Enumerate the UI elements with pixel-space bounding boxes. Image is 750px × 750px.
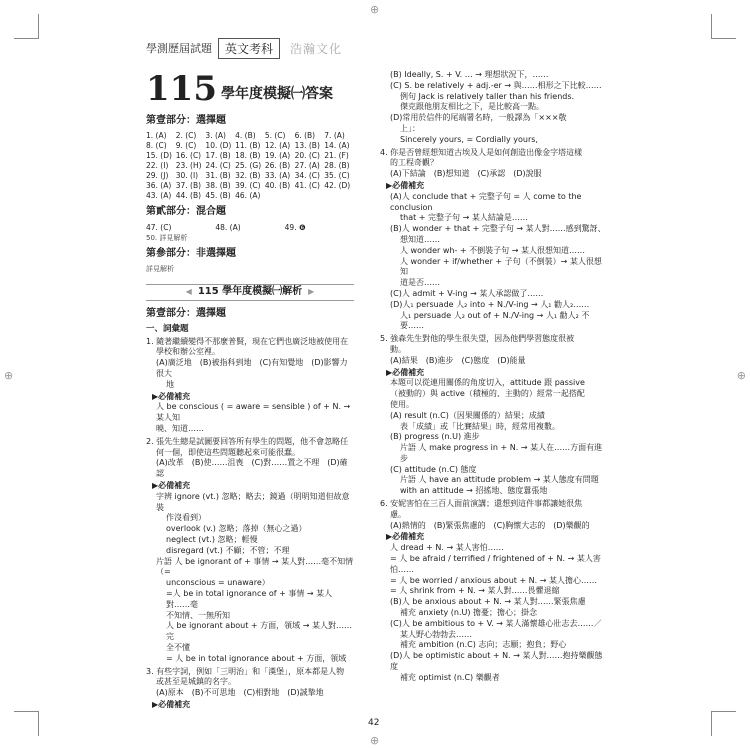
analysis-line: 某人野心勃勃去…… (400, 629, 472, 639)
analysis-line: (C)人 be ambitious to + V. → 某人滿懷雄心壯志去……／ (390, 618, 602, 628)
analysis-line: (D)人 be optimistic about + N. → 某人對……抱持樂觀態度 (390, 651, 603, 672)
answer-cell: 41. (C) (294, 181, 320, 190)
analysis-line: ▶必備補充 (152, 391, 191, 401)
answer-cell: 3. (A) (205, 131, 226, 140)
analysis-line: 想知道…… (400, 234, 440, 244)
analysis-line: 片語 人 make progress in + N. → 某人在……方面有進步 (400, 443, 603, 463)
analysis-line: overlook (v.) 忽略；落掉（無心之過） (166, 524, 307, 534)
answer-cell: 27. (A) (294, 161, 320, 170)
answer-cell: 46. (A) (235, 191, 261, 200)
answer-cell: 23. (H) (175, 161, 202, 170)
analysis-line: 3. 有些字詞，例如「三明治」和「漢堡」，原本都是人物 (146, 666, 345, 676)
answer-49: 49. ❻ (284, 223, 306, 232)
analysis-line: 本題可以從連用關係的角度切入，attitude 跟 passive (390, 378, 585, 388)
analysis-line: (A)下結論 (B)想知道 (C)承認 (D)說服 (390, 169, 542, 179)
left-analysis-text (146, 337, 354, 711)
analysis-line: ▶必備補充 (152, 480, 191, 490)
answer-cell: 2. (C) (175, 131, 197, 140)
analysis-line: (D)常用於信件的尾端署名時，一般譯為「×××敬 (390, 113, 567, 123)
analysis-line: = 人 be afraid / terrified / frightened of + N. → 某人害怕…… (390, 554, 601, 574)
analysis-line: 片語 人 have an attitude problem → 某人態度有問題 (400, 475, 599, 485)
analysis-line: 補充 anxiety (n.U) 擔憂；擔心；掛念 (400, 608, 538, 618)
analysis-line: 不知情、一無所知 (166, 610, 230, 620)
answer-cell: 15. (D) (146, 151, 172, 160)
crop-mark-bottom-right (711, 711, 736, 736)
answer-cell: 36. (A) (146, 181, 172, 190)
registration-mark-bottom: ⊕ (370, 734, 380, 747)
answer-cell: 42. (D) (324, 181, 351, 190)
answer-cell: 29. (J) (146, 171, 169, 180)
analysis-line: (A)結果 (B)進步 (C)態度 (D)能量 (390, 355, 526, 365)
analysis-line: 使用。 (390, 399, 414, 409)
analysis-line: 5. 強森先生對他的學生很失望，因為他們學習態度很被 (380, 334, 575, 344)
analysis-line: （被動的）與 active（積極的、主動的）經常一起搭配 (390, 389, 585, 399)
answer-50: 50. 詳見解析 (146, 234, 188, 242)
vocab-subheading: 一、詞彙題 (146, 323, 189, 334)
answer-cell: 21. (F) (324, 151, 349, 160)
answer-cell: 44. (B) (175, 191, 202, 200)
analysis-line: 例句 Jack is relatively taller than his friends. (400, 91, 575, 101)
answer-cell: 40. (B) (264, 181, 291, 190)
analysis-line: (D)人₁ persuade 人₂ into + N./V-ing → 人₁ 勸人₂…… (390, 299, 590, 309)
analysis-line: 補充 optimist (n.C) 樂觀者 (400, 672, 500, 682)
section3-note: 詳見解析 (146, 265, 174, 273)
series-title: 學測歷屆試題 (146, 42, 212, 55)
title-text: 學年度模擬㈠答案 (220, 86, 333, 102)
analysis-line: 道是否…… (400, 278, 440, 288)
analysis-line: that + 完整子句 → 某人結論是…… (400, 213, 528, 223)
answer-cell: 26. (B) (264, 161, 291, 170)
answer-cell: 10. (D) (205, 141, 232, 150)
answer-cell: 16. (C) (175, 151, 202, 160)
analysis-line: ▶必備補充 (386, 367, 425, 377)
answer-cell: 28. (B) (324, 161, 350, 170)
analysis-line: 6. 安妮害怕在三百人面前演講；還想到這件事都讓她很焦 (380, 499, 583, 509)
crop-mark-bottom-left (14, 711, 39, 736)
answer-cell (295, 191, 325, 201)
answer-cell (265, 191, 295, 201)
analysis-line: 片語 人 be ignorant of + 事情 → 某人對……毫不知情（= (156, 556, 354, 577)
analysis-line: 補充 ambition (n.C) 志向；志願；抱負；野心 (400, 640, 567, 650)
answer-cell: 14. (A) (324, 141, 350, 150)
analysis-line: 1. 隨著繼續變得不那麼普賢，現在它們也廣泛地被使用在 (146, 336, 349, 346)
analysis-line: 學校和辦公室裡。 (156, 347, 220, 357)
analysis-line: (C) S. be relatively + adj.-er → 與……相形之下比較…… (390, 80, 602, 90)
right-column (380, 70, 608, 684)
analysis-line: 上」： (400, 123, 420, 133)
answer-cell: 39. (C) (235, 181, 261, 190)
analysis-line: ▶必備補充 (386, 532, 425, 542)
answer-cell: 25. (G) (235, 161, 262, 170)
left-column (146, 70, 354, 711)
crop-mark-top-left (14, 14, 39, 39)
analysis-line: (A)改革 (B)使……沮喪 (C)對……置之不理 (D)確認 (156, 458, 348, 479)
analysis-line: with an attitude → 招搖地、態度囂張地 (400, 486, 548, 496)
analysis-line: neglect (vt.) 忽略；輕慢 (166, 534, 258, 544)
analysis-section-title: 第壹部分：選擇題 (146, 307, 226, 319)
triangle-left-icon: ◀ (185, 287, 192, 296)
publisher-logo: 浩瀚文化 (290, 41, 343, 56)
analysis-line: 人 be ignorant about + 方面，領域 → 某人對……完 (166, 621, 352, 642)
answer-cell: 17. (B) (205, 151, 231, 160)
answer-cell: 43. (A) (146, 191, 172, 200)
page-number: 42 (368, 718, 380, 728)
analysis-line: (B)人 be anxious about + N. → 某人對……緊張焦慮 (390, 597, 586, 607)
analysis-line: ▶必備補充 (386, 180, 425, 190)
analysis-line: = 人 be worried / anxious about + N. → 某人擔心…… (390, 575, 598, 585)
answer-cell: 7. (A) (324, 131, 345, 140)
answer-cell: 6. (B) (294, 131, 316, 140)
analysis-line: 慮。 (390, 509, 406, 519)
analysis-line: 曉、知道…… (156, 423, 204, 433)
analysis-line: =人 be in total ignorance of + 事情 → 某人對……毫 (166, 588, 333, 609)
analysis-line: = 人 be in total ignorance about + 方面，領域 (166, 653, 347, 663)
analysis-line: 地 (166, 379, 174, 389)
analysis-line: (C)人 admit + V-ing → 某人承認做了…… (390, 288, 544, 298)
right-analysis-text (380, 70, 608, 684)
section3-title: 第參部分：非選擇題 (146, 248, 236, 259)
analysis-line: (C) attitude (n.C) 態度 (390, 464, 477, 474)
registration-mark-right: ⊕ (736, 369, 746, 382)
analysis-line: disregard (vt.) 不顧；不管；不理 (166, 545, 290, 555)
answer-cell: 8. (C) (146, 141, 167, 150)
subject-box: 英文考科 (218, 38, 280, 59)
analysis-line: 作沒看到） (166, 513, 206, 523)
analysis-line: (A)廣泛地 (B)被指科到地 (C)有知覺地 (D)影響力很大 (156, 358, 348, 378)
answer-cell: 18. (B) (235, 151, 261, 160)
answer-cell (324, 191, 354, 201)
answer-cell: 24. (C) (205, 161, 231, 170)
page-header (146, 38, 342, 58)
answer-title (146, 69, 354, 109)
analysis-line: 何一個，即使這些問題聽起來可能很蠢。 (156, 447, 300, 457)
answer-47: 47. (C) (146, 223, 172, 232)
answer-cell: 5. (C) (264, 131, 286, 140)
analysis-line: 字辨 ignore (vt.) 忽略；略去；鏡過（明明知道但故意裝 (156, 491, 350, 512)
answer-cell: 1. (A) (146, 131, 167, 140)
analysis-line: 人 be conscious ( = aware = sensible ) of + N. → 某人知 (156, 402, 351, 423)
mixed-answers (146, 222, 354, 233)
analysis-line: 或甚至是城鎮的名字。 (156, 677, 236, 687)
section2-title: 第貳部分：混合題 (146, 206, 226, 217)
crop-mark-top-right (711, 14, 736, 39)
analysis-band-text: 115 學年度模擬㈠解析 (197, 286, 303, 297)
analysis-line: 人 wonder + if/whether + 子句（不倒裝）→ 某人很想知 (400, 256, 602, 277)
analysis-line: 傑克跟他朋友相比之下，是比較高一點。 (400, 102, 544, 112)
section1-title: 第壹部分：選擇題 (146, 115, 226, 126)
answer-48: 48. (A) (215, 223, 241, 232)
answer-cell: 4. (B) (235, 131, 256, 140)
analysis-line: 的工程奇觀？ (390, 158, 438, 168)
answer-cell: 33. (A) (264, 171, 291, 180)
analysis-line: (A) result (n.C)（因果關係的）結果；成績 (390, 410, 545, 420)
answer-cell: 12. (A) (264, 141, 291, 150)
analysis-line: 4. 你是否曾經想知道古埃及人是如何創造出像金字塔這樣 (380, 147, 583, 157)
analysis-line: (A)熱情的 (B)緊張焦慮的 (C)胸懷大志的 (D)樂觀的 (390, 520, 590, 530)
analysis-line: (B) Ideally, S. + V. … → 理想狀況下，…… (390, 70, 549, 79)
registration-mark-top: ⊕ (370, 3, 380, 16)
analysis-line: (B)人 wonder + that + 完整子句 → 某人對……感到驚訝、 (390, 224, 606, 234)
analysis-line: 人 dread + N. → 某人害怕…… (390, 543, 504, 553)
answer-cell: 19. (A) (264, 151, 291, 160)
analysis-band (146, 284, 354, 301)
answer-cell: 38. (B) (205, 181, 231, 190)
answer-cell: 32. (B) (235, 171, 261, 180)
analysis-line: Sincerely yours, = Cordially yours, (400, 134, 538, 144)
answer-cell: 22. (I) (146, 161, 169, 170)
answer-cell: 9. (C) (175, 141, 197, 150)
answer-cell: 30. (I) (175, 171, 199, 180)
triangle-right-icon: ▶ (308, 287, 315, 296)
analysis-line: (B) progress (n.U) 進步 (390, 432, 480, 442)
registration-mark-left: ⊕ (4, 369, 14, 382)
analysis-line: 人₁ persuade 人₂ out of + N./V-ing → 人₁ 勸人₂ 不要…… (400, 310, 590, 331)
analysis-line: 2. 張先生總是試圖要回答所有學生的問題，他不會忽略任 (146, 436, 349, 446)
analysis-line: 動。 (390, 344, 406, 354)
answer-cell: 31. (B) (205, 171, 231, 180)
answer-cell: 37. (B) (175, 181, 202, 190)
answer-cell: 35. (C) (324, 171, 350, 180)
answer-grid (146, 131, 354, 201)
analysis-line: 表「成績」或「比賽結果」時，經常用複數。 (400, 421, 560, 431)
answer-cell: 11. (B) (235, 141, 261, 150)
analysis-line: unconscious = unaware） (166, 578, 270, 588)
analysis-line: ▶必備補充 (152, 699, 191, 709)
analysis-line: 人 wonder wh- + 不倒裝子句 → 某人很想知道…… (400, 245, 585, 255)
answer-cell: 20. (C) (294, 151, 320, 160)
answer-cell: 13. (B) (294, 141, 320, 150)
analysis-line: 全不懂 (166, 642, 190, 652)
answer-cell: 34. (C) (294, 171, 320, 180)
title-number: 115 (146, 69, 217, 109)
answer-cell: 45. (B) (205, 191, 231, 200)
analysis-line: (A)原本 (B)不可思地 (C)相對地 (D)誠摯地 (156, 688, 324, 698)
analysis-line: = 人 shrink from + N. → 某人對……畏懼退縮 (390, 586, 560, 596)
analysis-line: (A)人 conclude that + 完整子句 = 人 come to the conclusion (390, 191, 582, 212)
